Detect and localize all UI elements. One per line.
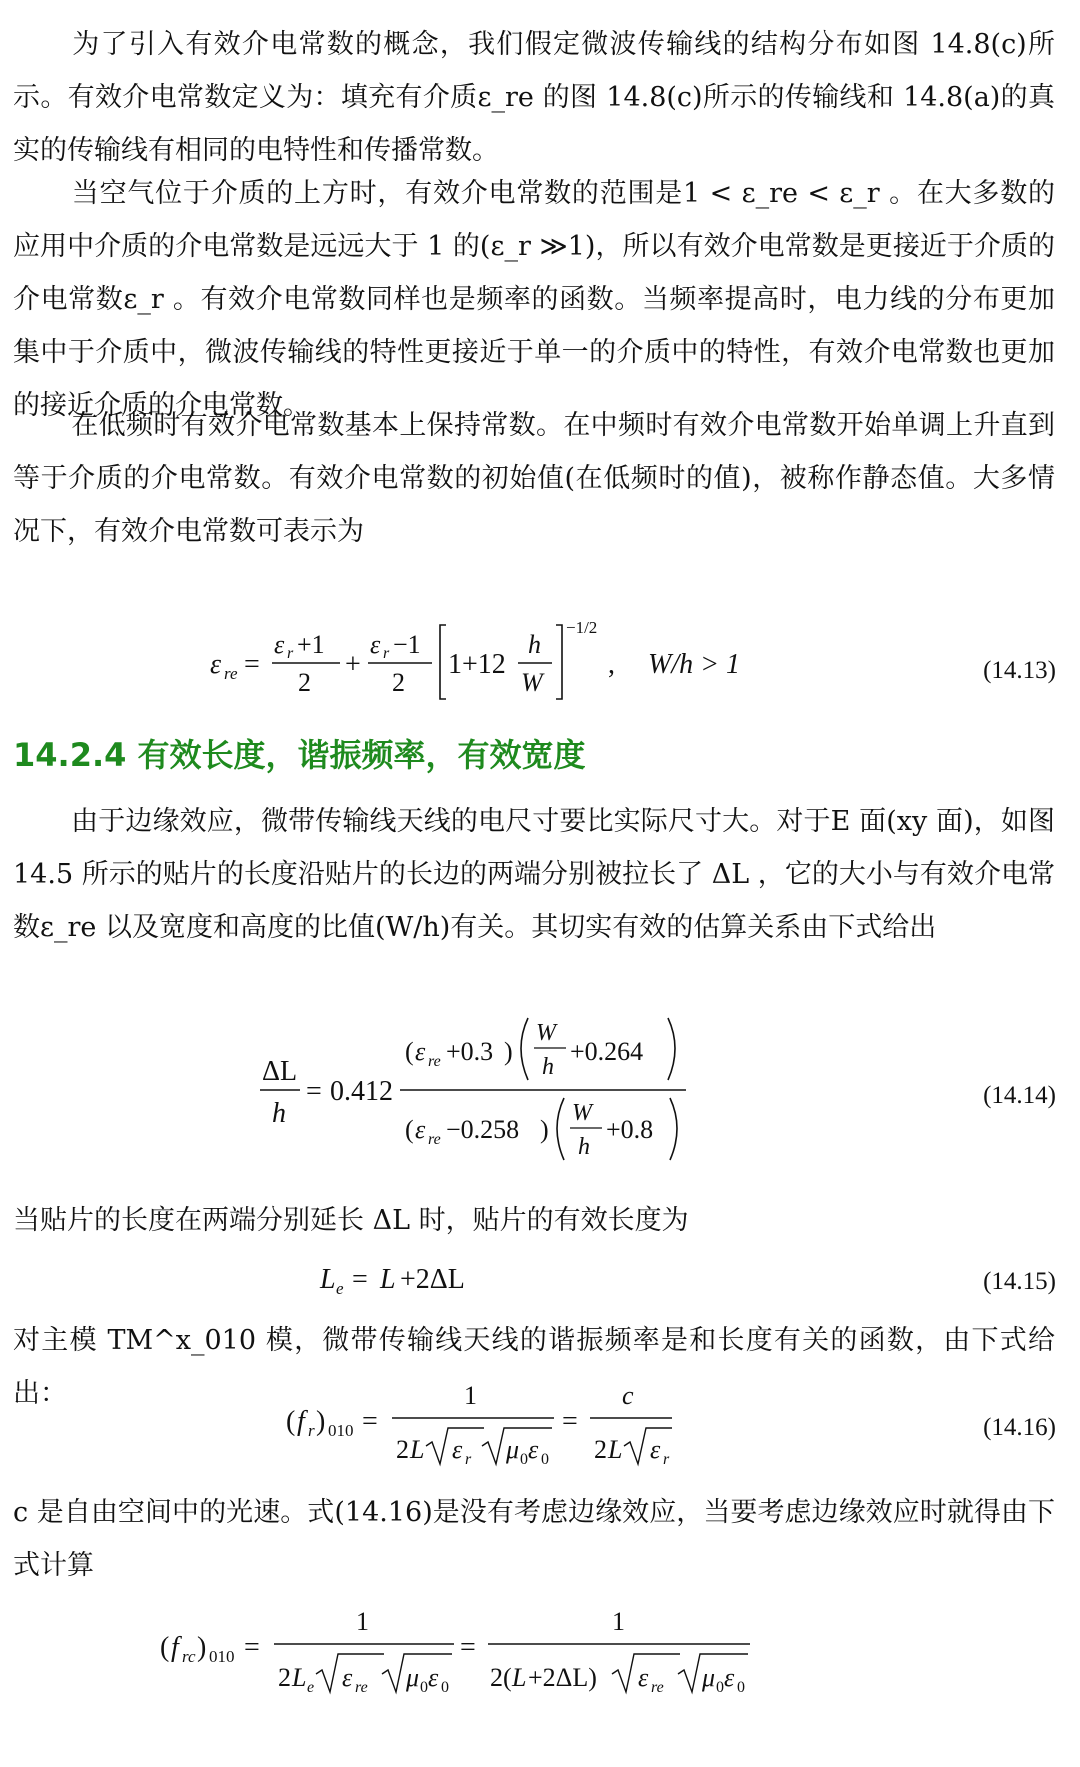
equation-14-16: [0, 1372, 1080, 1472]
svg-text:=: =: [306, 1076, 322, 1107]
svg-text:010: 010: [209, 1647, 235, 1666]
svg-text:1: 1: [464, 1381, 477, 1410]
svg-text:μ: μ: [406, 1663, 420, 1692]
paragraph-fringe-correction-text: c 是自由空间中的光速。式(14.16)是没有考虑边缘效应，当要考虑边缘效应时就得由下式计算: [13, 1497, 1055, 1581]
paragraph-fringe-correction: [13, 1486, 1055, 1592]
svg-text:ε: ε: [650, 1435, 661, 1464]
paragraph-fringing-text: 由于边缘效应，微带传输线天线的电尺寸要比实际尺寸大。对于E 面(xy 面)，如图 14.5 所示的贴片的长度沿贴片的长边的两端分别被拉长了 ΔL ，它的大小与有效介电常数ε_re 以及宽度和高度的比值(W/h)有关。其切实有效的估算关系由下式给出: [13, 806, 1055, 943]
section-heading: 14.2.4 有效长度，谐振频率，有效宽度: [13, 736, 586, 774]
svg-text:(: (: [286, 1406, 296, 1437]
svg-text:): ): [504, 1037, 513, 1066]
svg-text:(: (: [405, 1037, 414, 1066]
svg-text:re: re: [428, 1131, 441, 1148]
svg-text:r: r: [663, 1451, 670, 1468]
svg-text:W: W: [536, 1020, 556, 1046]
svg-text:0: 0: [716, 1679, 724, 1696]
paragraph-frequency: [13, 399, 1055, 558]
svg-text:1: 1: [356, 1607, 369, 1636]
svg-text:ε: ε: [638, 1663, 649, 1692]
svg-text:re: re: [224, 664, 238, 683]
svg-text:0: 0: [520, 1451, 528, 1468]
svg-text:2: 2: [278, 1663, 291, 1692]
svg-text:+: +: [345, 649, 361, 680]
paragraph-frequency-text: 在低频时有效介电常数基本上保持常数。在中频时有效介电常数开始单调上升直到等于介质的介电常数。有效介电常数的初始值(在低频时的值)，被称作静态值。大多情况下，有效介电常数可表示为: [13, 410, 1055, 547]
svg-text:+2ΔL: +2ΔL: [400, 1264, 465, 1295]
svg-text:−1: −1: [393, 630, 421, 659]
svg-text:W: W: [572, 1100, 592, 1126]
svg-text:0: 0: [441, 1679, 449, 1696]
equation-14-13-condition: W/h > 1: [648, 649, 740, 680]
svg-text:re: re: [355, 1679, 368, 1696]
svg-text:0: 0: [541, 1451, 549, 1468]
svg-text:L: L: [410, 1435, 425, 1464]
svg-text:+1: +1: [297, 630, 325, 659]
svg-text:re: re: [651, 1679, 664, 1696]
svg-text:): ): [316, 1406, 326, 1437]
svg-text:ΔL: ΔL: [262, 1056, 298, 1087]
svg-text:): ): [197, 1632, 207, 1663]
svg-text:c: c: [622, 1381, 634, 1410]
equation-14-16-number: (14.16): [983, 1414, 1056, 1441]
paragraph-effective-length-text: 当贴片的长度在两端分别延长 ΔL 时，贴片的有效长度为: [13, 1205, 689, 1236]
svg-text:(: (: [405, 1115, 414, 1144]
svg-text:2: 2: [298, 668, 311, 697]
svg-text:=: =: [352, 1264, 368, 1295]
svg-text:1: 1: [612, 1607, 625, 1636]
equation-14-13-number: (14.13): [983, 657, 1056, 684]
svg-text:ε: ε: [415, 1037, 426, 1066]
svg-text:h: h: [272, 1098, 286, 1129]
svg-text:ε: ε: [415, 1115, 426, 1144]
svg-text:1+12: 1+12: [448, 649, 506, 680]
paragraph-intro: [13, 18, 1055, 177]
svg-text:−1/2: −1/2: [566, 618, 598, 637]
equation-14-14-c3: −0.258: [446, 1115, 520, 1144]
svg-text:=: =: [460, 1632, 476, 1663]
svg-text:L: L: [380, 1264, 396, 1295]
svg-text:μ: μ: [506, 1435, 520, 1464]
svg-text:f: f: [171, 1632, 179, 1663]
equation-14-14-c1: +0.3: [446, 1037, 494, 1066]
svg-text:ε: ε: [210, 649, 222, 680]
svg-text:2(: 2(: [490, 1663, 512, 1692]
paragraph-intro-text: 为了引入有效介电常数的概念，我们假定微波传输线的结构分布如图 14.8(c)所示。有效介电常数定义为：填充有介质ε_re 的图 14.8(c)所示的传输线和 14.8(a)的真实的传输线有相同的电特性和传播常数。: [13, 29, 1055, 166]
svg-text:): ): [540, 1115, 549, 1144]
equation-14-15-number: (14.15): [983, 1268, 1056, 1295]
svg-text:r: r: [383, 645, 390, 662]
svg-text:e: e: [307, 1679, 315, 1696]
paragraph-range-text: 当空气位于介质的上方时，有效介电常数的范围是1 < ε_re < ε_r 。在大多数的应用中介质的介电常数是远远大于 1 的(ε_r ≫1)，所以有效介电常数是更接近于介质的介电常数ε_r 。有效介电常数同样也是频率的函数。当频率提高时，电力线的分布更加集中于介质中，微波传输线的特性更接近于单一的介质中的特性，有效介电常数也更加的接近介质的介电常数。: [13, 178, 1055, 421]
svg-text:+2ΔL): +2ΔL): [528, 1663, 597, 1692]
svg-text:ε: ε: [370, 630, 381, 659]
svg-text:ε: ε: [428, 1663, 439, 1692]
svg-text:L: L: [512, 1663, 527, 1692]
svg-text:r: r: [465, 1451, 472, 1468]
svg-text:rc: rc: [182, 1647, 196, 1666]
paragraph-range: [13, 167, 1055, 432]
svg-text:2: 2: [396, 1435, 409, 1464]
svg-text:=: =: [562, 1406, 578, 1437]
svg-text:h: h: [578, 1134, 590, 1160]
svg-text:ε: ε: [452, 1435, 463, 1464]
svg-text:=: =: [362, 1406, 378, 1437]
svg-text:ε: ε: [342, 1663, 353, 1692]
svg-text:e: e: [336, 1279, 344, 1298]
svg-text:(: (: [160, 1632, 170, 1663]
svg-text:f: f: [297, 1406, 305, 1437]
svg-text:=: =: [244, 649, 260, 680]
svg-text:2: 2: [392, 668, 405, 697]
paragraph-effective-length: [13, 1194, 1055, 1247]
svg-text:μ: μ: [702, 1663, 716, 1692]
equation-14-14-c4: +0.8: [606, 1115, 654, 1144]
paragraph-fringing: [13, 795, 1055, 954]
svg-text:ε: ε: [724, 1663, 735, 1692]
svg-text:h: h: [542, 1054, 554, 1080]
svg-text:h: h: [528, 630, 541, 659]
svg-text:L: L: [292, 1663, 307, 1692]
svg-text:2: 2: [594, 1435, 607, 1464]
equation-14-14: [0, 1010, 1080, 1170]
equation-corrected-resonant: [0, 1596, 1080, 1706]
svg-text:ε: ε: [528, 1435, 539, 1464]
svg-text:010: 010: [328, 1421, 354, 1440]
svg-text:L: L: [320, 1264, 336, 1295]
equation-14-14-coef: 0.412: [330, 1076, 393, 1107]
paragraph-resonant-text: 对主模 TM^x_010 模，微带传输线天线的谐振频率是和长度有关的函数，由下式给出：: [13, 1325, 1055, 1409]
svg-text:r: r: [308, 1421, 315, 1440]
equation-14-14-c2: +0.264: [570, 1037, 644, 1066]
equation-14-14-number: (14.14): [983, 1082, 1056, 1109]
svg-text:,: ,: [608, 649, 615, 680]
svg-text:re: re: [428, 1053, 441, 1070]
equation-14-15: [0, 1248, 1080, 1308]
svg-text:L: L: [608, 1435, 623, 1464]
equation-14-13: [0, 615, 1080, 705]
svg-text:W: W: [521, 668, 543, 697]
svg-text:0: 0: [737, 1679, 745, 1696]
svg-text:ε: ε: [274, 630, 285, 659]
svg-text:0: 0: [420, 1679, 428, 1696]
svg-text:r: r: [287, 645, 294, 662]
svg-text:=: =: [244, 1632, 260, 1663]
